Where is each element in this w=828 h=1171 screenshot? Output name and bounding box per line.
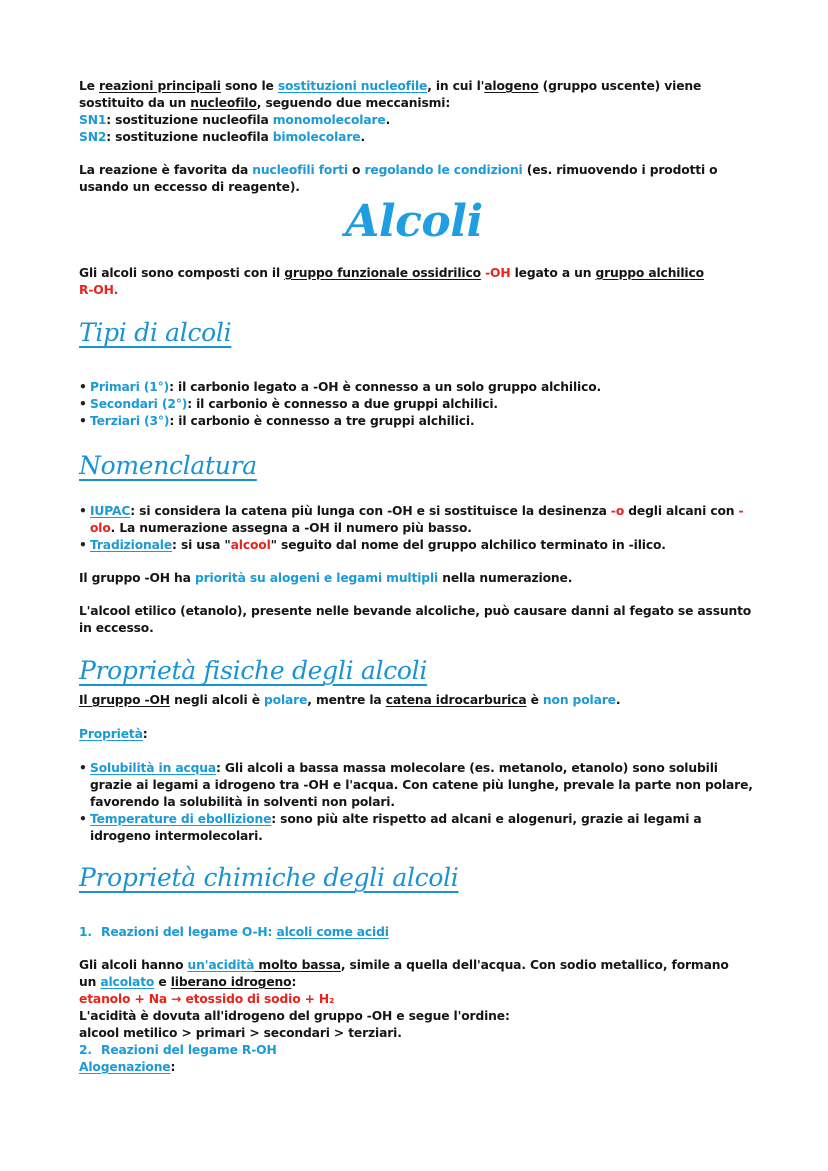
text: (gruppo uscente) viene sostituito da un (79, 79, 702, 110)
text: . La numerazione assegna a -OH il numero più basso. (110, 521, 472, 535)
text: legato a un (510, 266, 596, 280)
text: : (291, 975, 297, 989)
text: : il carbonio è connesso a tre gruppi alchilici. (169, 414, 475, 428)
text: Solubilità in acqua (90, 761, 217, 775)
text: negli alcoli è (169, 693, 265, 707)
list-item (79, 413, 759, 430)
text: -o (610, 504, 625, 518)
text: liberano idrogeno (170, 975, 292, 989)
text: monomolecolare (272, 113, 386, 127)
text: non polare (542, 693, 616, 707)
list-item (79, 760, 754, 811)
text: Alogenazione (79, 1060, 171, 1074)
section-1-title (79, 924, 759, 941)
properties-label (79, 726, 759, 743)
text: Gli alcoli hanno (79, 958, 188, 972)
text: : (170, 1060, 176, 1074)
text: Tradizionale (90, 538, 173, 552)
text: 2. (79, 1043, 92, 1057)
text: . (615, 693, 621, 707)
text: molto bassa (254, 958, 341, 972)
fisiche-list (79, 760, 754, 845)
text: . (360, 130, 365, 144)
text: : (142, 727, 148, 741)
text: alcoli come acidi (276, 925, 389, 939)
text: : sostituzione nucleofila (106, 130, 273, 144)
sn1-tag: SN1 (79, 113, 107, 127)
text: Il gruppo -OH ha (79, 571, 195, 585)
favored-paragraph (79, 162, 759, 196)
definition-paragraph (79, 265, 759, 299)
text: gruppo funzionale ossidrilico (284, 266, 481, 280)
text: o (347, 163, 365, 177)
text: reazioni principali (99, 79, 221, 93)
etanolo-paragraph: L'alcool etilico (etanolo), presente nelle bevande alcoliche, può causare danni al fegato se assunto in eccesso. (79, 604, 752, 635)
list-item (79, 537, 759, 554)
text: : Gli alcoli a bassa massa molecolare (es. metanolo, etanolo) sono solubili grazie ai legami a idrogeno tra -OH e l'acqua. Con catene più lunghe, prevale la parte non polare, favorendo la solubilità in solventi non polari. (90, 761, 753, 809)
text: nucleofilo (190, 96, 257, 110)
text: regolando le condizioni (364, 163, 523, 177)
text: alcool (230, 538, 271, 552)
text: Primari (1°) (90, 380, 170, 394)
list-item (79, 811, 754, 845)
text: bimolecolare (272, 130, 361, 144)
text: : si usa " (172, 538, 231, 552)
list-item (79, 396, 759, 413)
text: Secondari (2°) (90, 397, 188, 411)
text: un'acidità (187, 958, 255, 972)
text: : il carbonio legato a -OH è connesso a un solo gruppo alchilico. (169, 380, 602, 394)
text: : il carbonio è connesso a due gruppi alchilici. (187, 397, 498, 411)
nomenclatura-list (79, 503, 759, 554)
text: alcool metilico > primari > secondari > terziari. (79, 1026, 402, 1040)
text: : si considera la catena più lunga con -OH e si sostituisce la desinenza (130, 504, 611, 518)
heading-fisiche: Proprietà fisiche degli alcoli (79, 656, 428, 685)
text: Proprietà (79, 727, 143, 741)
text: , mentre la (307, 693, 386, 707)
text: alcolato (100, 975, 155, 989)
text: 1. (79, 925, 92, 939)
text: alogeno (484, 79, 539, 93)
list-item (79, 379, 759, 396)
sn2-tag: SN2 (79, 130, 107, 144)
text: Temperature di ebollizione (90, 812, 272, 826)
text: " seguito dal nome del gruppo alchilico terminato in -ilico. (270, 538, 666, 552)
page-title: Alcoli (345, 196, 483, 247)
tipi-list (79, 379, 759, 430)
text: : sostituzione nucleofila (106, 113, 273, 127)
text: polare (264, 693, 308, 707)
text: , in cui l' (427, 79, 485, 93)
priority-paragraph (79, 570, 759, 587)
text: gruppo alchilico (595, 266, 704, 280)
text: Gli alcoli sono composti con il (79, 266, 285, 280)
text: IUPAC (90, 504, 131, 518)
text: nucleofili forti (252, 163, 348, 177)
text: catena idrocarburica (385, 693, 527, 707)
text: sono le (220, 79, 278, 93)
heading-tipi: Tipi di alcoli (79, 318, 232, 347)
text: priorità su alogeni e legami multipli (194, 571, 439, 585)
text: -olo (90, 504, 744, 535)
section-2-title: Reazioni del legame R-OH (101, 1043, 277, 1057)
text: , simile a quella dell'acqua. Con sodio metallico, formano un (79, 958, 729, 989)
text: -OH (480, 266, 511, 280)
text: , seguendo due meccanismi: (256, 96, 451, 110)
intro-paragraph (79, 78, 759, 146)
reaction-equation: etanolo + Na → etossido di sodio + H₂ (79, 992, 335, 1006)
text: Terziari (3°) (90, 414, 170, 428)
text: degli alcani con (624, 504, 739, 518)
text: e (154, 975, 171, 989)
text: Reazioni del legame O-H: (101, 925, 277, 939)
list-item (79, 503, 759, 537)
text: nella numerazione. (438, 571, 573, 585)
heading-nomenclatura: Nomenclatura (79, 451, 257, 480)
text: : sono più alte rispetto ad alcani e alogenuri, grazie ai legami a idrogeno intermolecolari. (90, 812, 702, 843)
text: è (526, 693, 543, 707)
heading-chimiche: Proprietà chimiche degli alcoli (79, 863, 459, 892)
text: La reazione è favorita da (79, 163, 253, 177)
text: sostituzioni nucleofile (277, 79, 428, 93)
text: R-OH. (79, 283, 119, 297)
text: (es. rimuovendo i prodotti o usando un eccesso di reagente). (79, 163, 718, 194)
text: Le (79, 79, 100, 93)
text: . (385, 113, 391, 127)
acidity-paragraph (79, 957, 749, 1076)
text: Il gruppo -OH (79, 693, 170, 707)
polarity-paragraph (79, 692, 759, 709)
text: L'acidità è dovuta all'idrogeno del gruppo -OH e segue l'ordine: (79, 1009, 510, 1023)
